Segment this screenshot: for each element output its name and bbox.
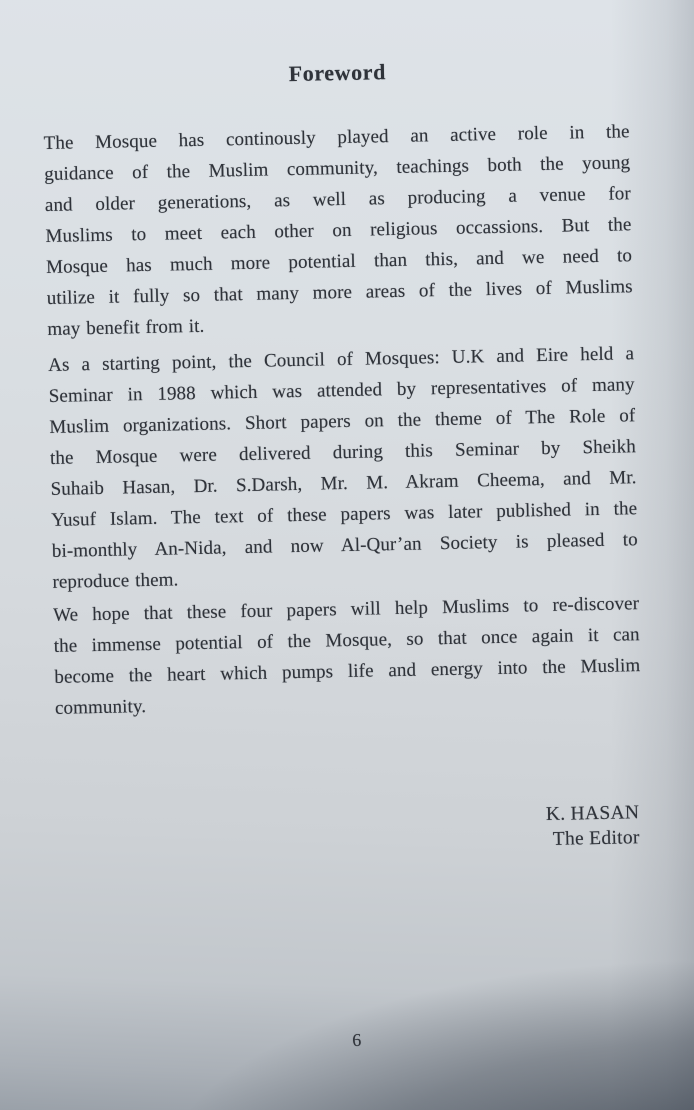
text-line: We hope that these four papers will help Muslims to re-discover	[52, 593, 640, 626]
signature-role: The Editor	[552, 827, 640, 850]
text-line: Seminar in 1988 which was attended by representatives of many	[48, 374, 635, 407]
text-line: reproduce them.	[52, 569, 179, 593]
text-line: guidance of the Muslim community, teachings both the young	[44, 152, 631, 185]
page-number: 6	[352, 1029, 362, 1050]
signature-name: K. HASAN	[545, 802, 640, 826]
foreword-paragraph-2	[48, 338, 639, 598]
text-line: may benefit from it.	[47, 315, 205, 340]
page-title: Foreword	[288, 59, 387, 87]
text-line: the immense potential of the Mosque, so that once again it can	[53, 624, 640, 657]
foreword-paragraph-1	[43, 116, 633, 345]
text-line: utilize it fully so that many more areas of the lives of Muslims	[46, 276, 633, 309]
text-line: the Mosque were delivered during this Seminar by Sheikh	[49, 436, 637, 469]
text-line: Muslims to meet each other on religious occassions. But the	[45, 214, 632, 247]
text-line: Suhaib Hasan, Dr. S.Darsh, Mr. M. Akram Cheema, and Mr.	[50, 467, 637, 500]
signature-block	[546, 800, 640, 852]
text-line: and older generations, as well as producing a venue for	[44, 183, 632, 216]
text-line: Muslim organizations. Short papers on the theme of The Role of	[49, 405, 636, 438]
text-line: Mosque has much more potential than this, and we need to	[45, 245, 633, 278]
text-line: Yusuf Islam. The text of these papers was later published in the	[51, 498, 638, 531]
text-line: bi-monthly An-Nida, and now Al-Qur’an Society is pleased to	[51, 529, 638, 562]
text-line: As a starting point, the Council of Mosques: U.K and Eire held a	[47, 343, 635, 376]
text-line: community.	[54, 696, 147, 719]
text-line: become the heart which pumps life and energy into the Muslim	[54, 655, 641, 688]
text-line: The Mosque has continously played an active role in the	[43, 121, 630, 155]
foreword-paragraph-3	[53, 588, 641, 724]
